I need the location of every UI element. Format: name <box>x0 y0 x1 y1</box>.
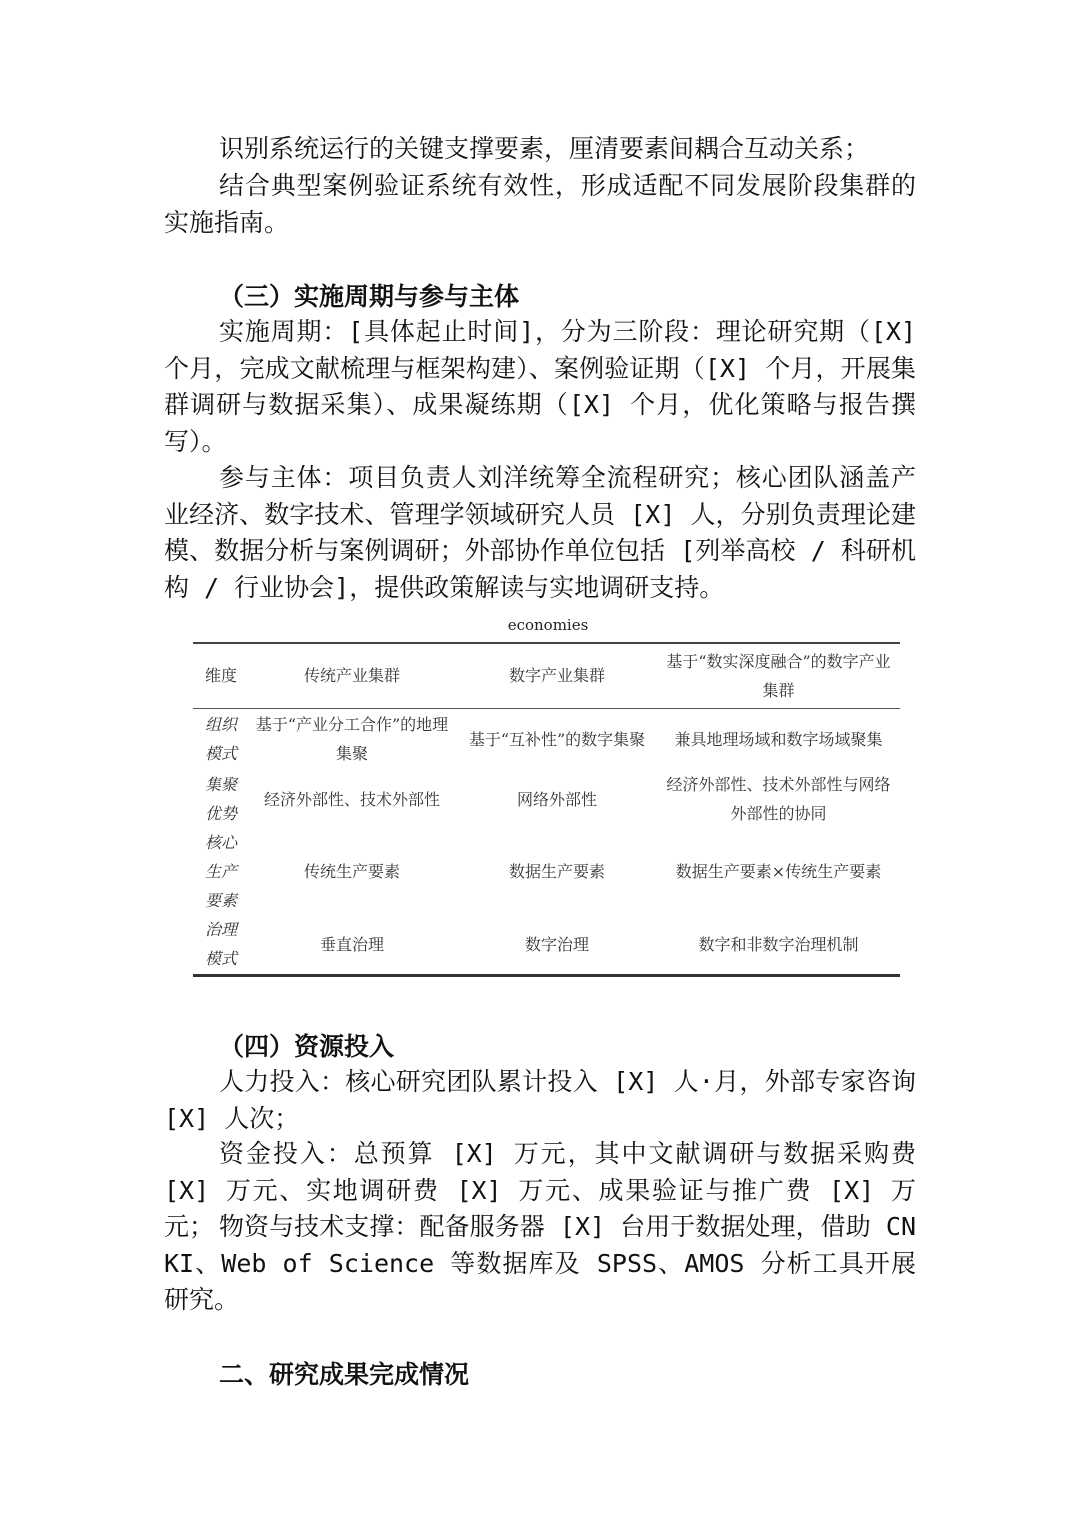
table-cell: 垂直治理 <box>319 934 384 954</box>
comparison-table <box>193 642 900 977</box>
table-dim-cell: 核心生产要素 <box>205 833 238 910</box>
table-dim-cell: 集聚优势 <box>205 775 238 823</box>
table-row <box>193 828 900 915</box>
paragraph-human-resources: 人力投入：核心研究团队累计投入 [X] 人·月，外部专家咨询 [X] 人次； <box>164 1067 916 1133</box>
paragraph-materials-tech: 物资与技术支撑：配备服务器 [X] 台用于数据处理，借助 CNKI、Web of Science 等数据库及 SPSS、AMOS 分析工具开展研究。 <box>164 1212 916 1314</box>
section-heading-two: 二、研究成果完成情况 <box>219 1360 470 1389</box>
table-cell: 数据生产要素×传统生产要素 <box>675 862 882 881</box>
table-cell: 经济外部性、技术外部性与网络外部性的协同 <box>666 775 891 823</box>
table-cell: 数据生产要素 <box>508 862 605 881</box>
table-row <box>193 708 900 770</box>
table-row <box>193 770 900 828</box>
table-cell: 兼具地理场域和数字场域聚集 <box>674 729 883 749</box>
table-cell: 基于“互补性”的数字集聚 <box>468 729 646 749</box>
table-cell: 网络外部性 <box>516 789 597 809</box>
table-header-cell: 维度 <box>205 666 238 686</box>
table-cell: 经济外部性、技术外部性 <box>263 789 440 809</box>
table-cell: 数字和非数字治理机制 <box>698 934 859 954</box>
paragraph-implementation-period: 实施周期：[具体起止时间]，分为三阶段：理论研究期（[X] 个月，完成文献梳理与框架构建）、案例验证期（[X] 个月，开展集群调研与数据采集）、成果凝练期（[X] 个月，优化策略与报告撰写）。 <box>164 317 916 456</box>
table-cell: 数字治理 <box>524 934 589 954</box>
paragraph-top-1: 识别系统运行的关键支撑要素，厘清要素间耦合互动关系； <box>219 134 870 163</box>
table-header-row <box>193 643 900 708</box>
section-heading-3: （三）实施周期与参与主体 <box>219 282 520 311</box>
paragraph-funding: 资金投入：总预算 [X] 万元，其中文献调研与数据采购费 [X] 万元、实地调研费 [X] 万元、成果验证与推广费 [X] 万元； <box>164 1139 916 1241</box>
table-cell: 基于“产业分工合作”的地理集聚 <box>255 715 449 764</box>
table-header-cell: 基于“数实深度融合”的数字产业集群 <box>666 651 891 700</box>
table-header-cell: 数字产业集群 <box>508 666 605 686</box>
table-caption: economies <box>507 616 589 634</box>
table-cell: 传统生产要素 <box>303 862 400 881</box>
table-row <box>193 915 900 975</box>
section-heading-4: （四）资源投入 <box>219 1032 395 1061</box>
table-header-cell: 传统产业集群 <box>303 666 400 686</box>
table-dim-cell: 治理模式 <box>205 920 238 969</box>
table-dim-cell: 组织模式 <box>205 715 238 764</box>
paragraph-top-2: 结合典型案例验证系统有效性，形成适配不同发展阶段集群的实施指南。 <box>164 171 916 237</box>
paragraph-participants: 参与主体：项目负责人刘洋统筹全流程研究；核心团队涵盖产业经济、数字技术、管理学领域研究人员 [X] 人，分别负责理论建模、数据分析与案例调研；外部协作单位包括 [列举高校 / 科研机构 / 行业协会]，提供政策解读与实地调研支持。 <box>164 463 916 602</box>
